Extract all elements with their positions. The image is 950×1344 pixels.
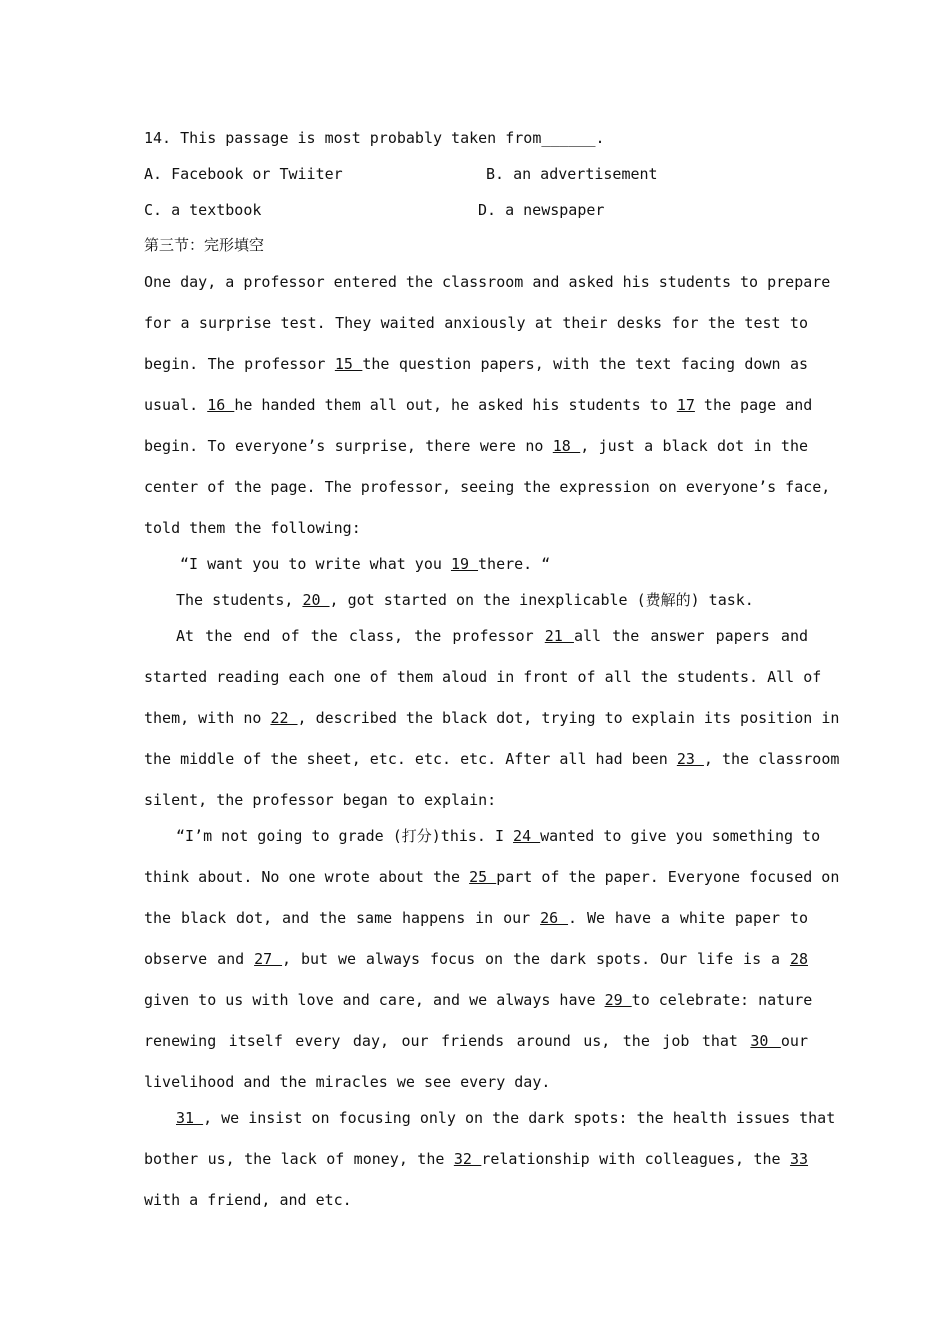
text-span: there. “ [478,555,551,573]
blank-19[interactable]: 19 [450,555,479,573]
text-span: our [780,1032,808,1050]
passage-line [144,868,840,886]
passage-line: center of the page. The professor, seeing the expression on everyone’s face, [144,478,831,496]
text-span: begin. To everyone’s surprise, there were no [144,437,553,455]
passage-line [144,1109,836,1127]
passage-line: started reading each one of them aloud in front of all the students. All of [144,668,822,686]
text-span: part of the paper. Everyone focused on [496,868,840,886]
option-b[interactable]: B. an advertisement [486,165,658,183]
text-span: to celebrate: nature [631,991,813,1009]
blank-21[interactable]: 21 [544,627,574,645]
blank-31[interactable]: 31 [176,1109,204,1127]
text-span: begin. The professor [144,355,335,373]
text-span: usual. [144,396,208,414]
passage-line: livelihood and the miracles we see every day. [144,1073,551,1091]
passage-line [144,909,808,927]
text-span: , got started on the inexplicable (费解的) task. [329,591,754,609]
passage-line [144,1032,808,1050]
passage-line [144,396,813,414]
blank-20[interactable]: 20 [302,591,330,609]
text-span: wanted to give you something to [540,827,821,845]
text-span: bother us, the lack of money, the [144,1150,454,1168]
text-span: relationship with colleagues, the [481,1150,790,1168]
blank-22[interactable]: 22 [270,709,298,727]
blank-33[interactable]: 33 [789,1150,809,1168]
text-span: he handed them all out, he asked his students to [234,396,677,414]
text-span: given to us with love and care, and we always have [144,991,605,1009]
text-span: the question papers, with the text facing down as [362,355,809,373]
blank-29[interactable]: 29 [604,991,632,1009]
passage-line [144,1150,808,1168]
text-span: , we insist on focusing only on the dark spots: the health issues that [203,1109,836,1127]
text-span: all the answer papers and [573,627,809,645]
passage-line [144,709,840,727]
option-d[interactable]: D. a newspaper [478,201,605,219]
blank-16[interactable]: 16 [207,396,235,414]
passage-line [144,950,808,968]
blank-27[interactable]: 27 [254,950,283,968]
option-c[interactable]: C. a textbook [144,201,262,219]
passage-line [144,591,808,609]
text-span: The students, [176,591,303,609]
blank-15[interactable]: 15 [334,355,363,373]
text-span: “I’m not going to grade (打分)this. I [176,827,514,845]
text-span: . We have a white paper to [568,909,808,927]
passage-line: with a friend, and etc. [144,1191,352,1209]
text-span: the middle of the sheet, etc. etc. etc. After all had been [144,750,677,768]
passage-line: silent, the professor began to explain: [144,791,497,809]
blank-17[interactable]: 17 [676,396,695,414]
passage-line: for a surprise test. They waited anxiously at their desks for the test to [144,314,808,332]
passage-line [144,827,821,845]
blank-23[interactable]: 23 [676,750,704,768]
text-span: At the end of the class, the professor [176,627,545,645]
blank-24[interactable]: 24 [513,827,541,845]
blank-30[interactable]: 30 [750,1032,781,1050]
text-span: , described the black dot, trying to explain its position in [297,709,840,727]
text-span: renewing itself every day, our friends around us, the job that [144,1032,751,1050]
text-span: the black dot, and the same happens in our [144,909,541,927]
text-span: think about. No one wrote about the [144,868,470,886]
passage-line: One day, a professor entered the classroom and asked his students to prepare [144,273,831,291]
text-span: the page and [694,396,813,414]
blank-32[interactable]: 32 [453,1150,482,1168]
section-heading: 第三节：完形填空 [144,236,265,254]
text-span: observe and [144,950,255,968]
blank-26[interactable]: 26 [540,909,569,927]
blank-25[interactable]: 25 [469,868,497,886]
question-14-stem [144,129,808,147]
passage-line [144,355,808,373]
text-span: them, with no [144,709,271,727]
blank-28[interactable]: 28 [789,950,808,968]
passage-line [144,555,812,573]
passage-line [144,437,808,455]
text-span: , just a black dot in the [580,437,809,455]
text-span: “I want you to write what you [180,555,451,573]
option-a[interactable]: A. Facebook or Twiiter [144,165,343,183]
question-stem-text: 14. This passage is most probably taken from______. [144,129,605,147]
passage-line [144,627,808,645]
text-span: , but we always focus on the dark spots. Our life is a [282,950,790,968]
passage-line [144,750,840,768]
passage-line [144,991,813,1009]
blank-18[interactable]: 18 [552,437,581,455]
passage-line: told them the following: [144,519,361,537]
text-span: , the classroom [703,750,840,768]
